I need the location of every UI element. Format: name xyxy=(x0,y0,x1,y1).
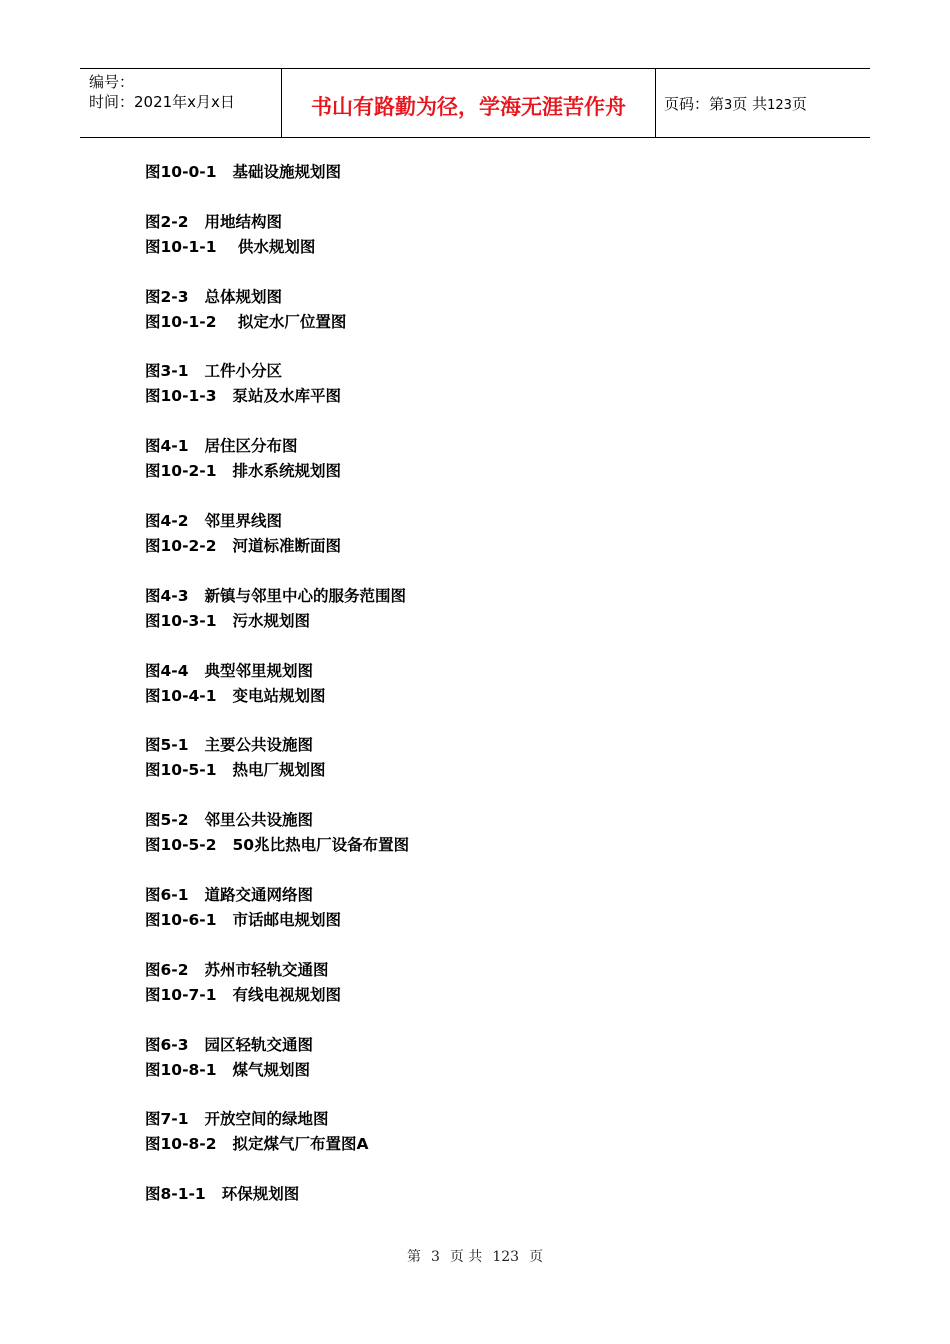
figure-number: 图10-8-2 xyxy=(145,1135,217,1154)
figure-list-item xyxy=(145,659,745,684)
figure-list-item xyxy=(145,210,745,235)
figure-title: 排水系统规划图 xyxy=(232,462,342,481)
figure-number: 图8-1-1 xyxy=(145,1185,206,1204)
figure-number: 图5-1 xyxy=(145,736,189,755)
figure-list-item xyxy=(145,509,745,534)
document-number-label: 编号： xyxy=(89,73,135,91)
figure-number: 图2-2 xyxy=(145,212,189,231)
figure-number: 图6-1 xyxy=(145,885,189,904)
figure-title: 邻里公共设施图 xyxy=(204,811,314,830)
figure-title: 供水规划图 xyxy=(232,237,316,256)
group-spacer xyxy=(145,409,745,434)
page-footer xyxy=(0,1246,950,1266)
figure-title: 河道标准断面图 xyxy=(232,536,342,555)
figure-number: 图3-1 xyxy=(145,362,189,381)
figure-number: 图10-5-1 xyxy=(145,761,217,780)
group-spacer xyxy=(145,933,745,958)
motto: 书山有路勤为径，学海无涯苦作舟 xyxy=(311,95,626,119)
document-date: 时间：2021年x月x日 xyxy=(89,93,235,111)
figure-list-item xyxy=(145,733,745,758)
figure-title: 园区轻轨交通图 xyxy=(204,1035,314,1054)
figure-number: 图10-3-1 xyxy=(145,611,217,630)
figure-list-item xyxy=(145,534,745,559)
figure-list-item xyxy=(145,833,745,858)
figure-list-item xyxy=(145,609,745,634)
footer-mid: 页 共 xyxy=(449,1249,483,1265)
figure-number: 图6-3 xyxy=(145,1035,189,1054)
group-spacer xyxy=(145,1157,745,1182)
header-meta-cell xyxy=(80,69,281,137)
group-spacer xyxy=(145,783,745,808)
figure-number: 图7-1 xyxy=(145,1110,189,1129)
figure-title: 环保规划图 xyxy=(221,1185,300,1204)
page-suffix: 页 xyxy=(791,95,807,113)
footer-total: 123 xyxy=(492,1249,520,1265)
figure-title: 苏州市轻轨交通图 xyxy=(204,960,329,979)
figure-list-item xyxy=(145,359,745,384)
figure-title: 用地结构图 xyxy=(204,212,283,231)
figure-list-item xyxy=(145,1058,745,1083)
figure-title: 居住区分布图 xyxy=(204,437,298,456)
figure-number: 图10-4-1 xyxy=(145,686,217,705)
figure-list-item xyxy=(145,883,745,908)
figure-list-item xyxy=(145,235,745,260)
figure-number: 图10-0-1 xyxy=(145,163,217,181)
group-spacer xyxy=(145,858,745,883)
figure-number: 图10-1-2 xyxy=(145,312,217,331)
figure-number: 图4-1 xyxy=(145,437,189,456)
header-page-cell xyxy=(655,69,870,137)
figure-number: 图10-2-2 xyxy=(145,536,217,555)
figure-title: 新镇与邻里中心的服务范围图 xyxy=(204,586,407,605)
page-total: 123 xyxy=(767,98,792,113)
figure-title: 开放空间的绿地图 xyxy=(204,1110,329,1129)
figure-number: 图2-3 xyxy=(145,287,189,306)
figure-list-item xyxy=(145,908,745,933)
group-spacer xyxy=(145,260,745,285)
footer-suffix: 页 xyxy=(529,1249,544,1265)
figure-list-item xyxy=(145,1107,745,1132)
figure-number: 图10-6-1 xyxy=(145,910,217,929)
header-page-number xyxy=(664,93,807,114)
figure-number: 图10-5-2 xyxy=(145,836,217,855)
group-spacer xyxy=(145,634,745,659)
figure-list-item xyxy=(145,459,745,484)
figure-list-item xyxy=(145,808,745,833)
figure-title: 煤气规划图 xyxy=(232,1060,311,1079)
figure-list-item xyxy=(145,1033,745,1058)
figure-title: 道路交通网络图 xyxy=(204,885,314,904)
group-spacer xyxy=(145,335,745,360)
page-header xyxy=(80,68,870,138)
figure-list-item xyxy=(145,684,745,709)
figure-number: 图10-1-3 xyxy=(145,387,217,406)
header-motto-cell xyxy=(281,69,656,137)
group-spacer xyxy=(145,1008,745,1033)
figure-title: 污水规划图 xyxy=(232,611,311,630)
figure-title: 热电厂规划图 xyxy=(232,761,326,780)
page-current: 3 xyxy=(724,98,733,113)
figure-list-item xyxy=(145,1182,745,1207)
figure-list xyxy=(145,160,745,1207)
figure-title: 拟定水厂位置图 xyxy=(232,312,347,331)
figure-list-item xyxy=(145,434,745,459)
figure-title: 市话邮电规划图 xyxy=(232,910,342,929)
page-prefix: 页码：第 xyxy=(664,95,725,113)
footer-current: 3 xyxy=(430,1249,440,1265)
figure-title: 拟定煤气厂布置图A xyxy=(232,1135,369,1154)
figure-number: 图5-2 xyxy=(145,811,189,830)
figure-title: 基础设施规划图 xyxy=(232,163,342,181)
group-spacer xyxy=(145,1083,745,1108)
figure-title: 有线电视规划图 xyxy=(232,985,342,1004)
figure-title: 总体规划图 xyxy=(204,287,283,306)
figure-number: 图4-4 xyxy=(145,661,189,680)
figure-number: 图4-3 xyxy=(145,586,189,605)
figure-number: 图10-8-1 xyxy=(145,1060,217,1079)
group-spacer xyxy=(145,484,745,509)
figure-title: 变电站规划图 xyxy=(232,686,326,705)
figure-number: 图6-2 xyxy=(145,960,189,979)
figure-title: 主要公共设施图 xyxy=(204,736,314,755)
group-spacer xyxy=(145,709,745,734)
figure-list-item xyxy=(145,310,745,335)
group-spacer xyxy=(145,185,745,210)
figure-list-item xyxy=(145,1132,745,1157)
figure-title: 泵站及水库平图 xyxy=(232,387,342,406)
figure-list-item xyxy=(145,983,745,1008)
figure-list-item xyxy=(145,758,745,783)
figure-list-item xyxy=(145,958,745,983)
figure-number: 图10-1-1 xyxy=(145,237,217,256)
figure-number: 图10-2-1 xyxy=(145,462,217,481)
figure-title: 典型邻里规划图 xyxy=(204,661,314,680)
figure-title: 工件小分区 xyxy=(204,362,283,381)
page-mid: 页 共 xyxy=(732,95,768,113)
figure-list-item xyxy=(145,584,745,609)
footer-prefix: 第 xyxy=(406,1249,421,1265)
group-spacer xyxy=(145,559,745,584)
figure-number: 图10-7-1 xyxy=(145,985,217,1004)
figure-title: 50兆比热电厂设备布置图 xyxy=(232,836,410,855)
figure-list-item xyxy=(145,285,745,310)
figure-number: 图4-2 xyxy=(145,511,189,530)
figure-list-item xyxy=(145,160,745,185)
figure-title: 邻里界线图 xyxy=(204,511,283,530)
figure-list-item xyxy=(145,384,745,409)
